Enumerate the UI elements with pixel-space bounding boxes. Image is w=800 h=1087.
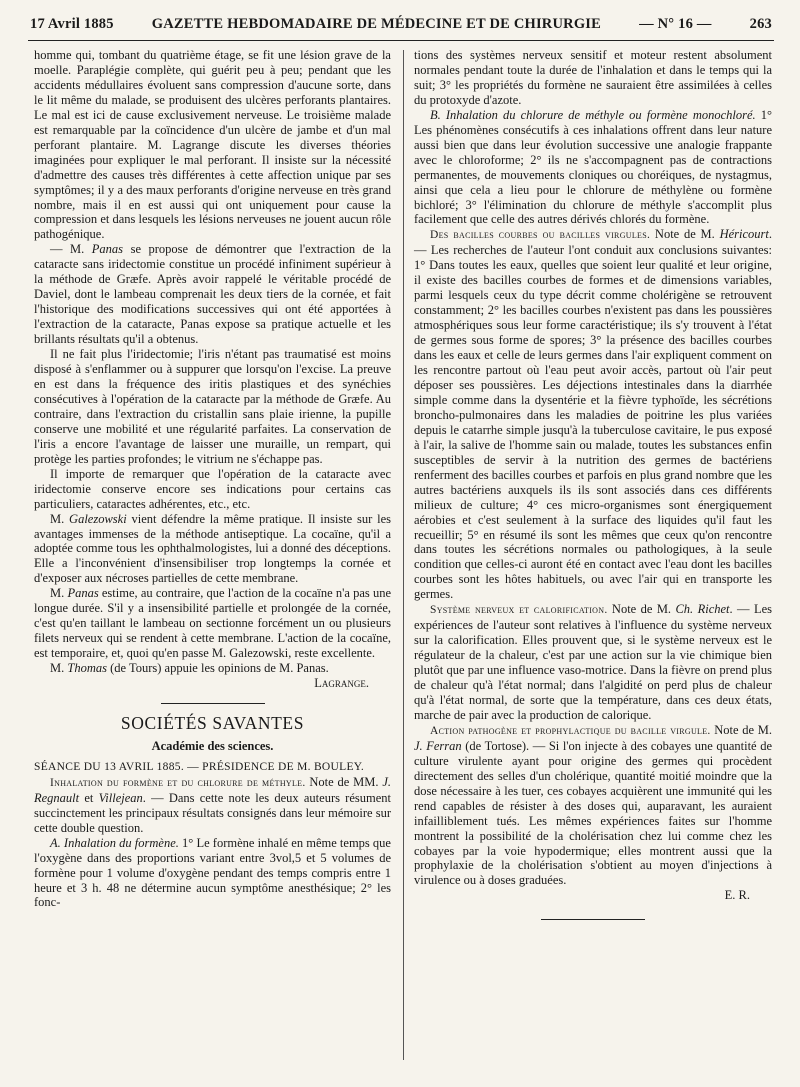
text: M. — [50, 511, 70, 526]
author-name: Panas — [91, 242, 124, 257]
text: (de Tortose). — Si l'on injecte à des cobayes une quantité de culture virulente ayant pour origine des germes qui procèdent directement des selles d'un cholérique, quantité moitié moindre que la dose nécessaire à les tuer, ces cobayes acquièrent une immunité qui les rend capables de résister à des doses qui, auparavant, les auraient infailliblement tués. Les mêmes expériences faites sur l'homme montrent la possibilité de la cholérisation chez lui comme chez les cobayes par la voie hypodermique; elles montrent aussi que la prophylaxie de la cholérisation s'obtient au moyen d'injections à virulence ou à doses graduées. — [414, 738, 772, 888]
column-divider — [403, 50, 404, 1060]
header-rule — [28, 40, 774, 41]
article-heading: Des bacilles courbes ou bacilles virgules. — [430, 229, 651, 242]
text: se propose de démontrer que l'extraction de la cataracte sans iridectomie constitue un procédé infiniment supérieur à la méthode de Græfe. Après avoir rappelé le véritable procédé de Daviel, dont le lambeau comprenait les deux tiers de la cornée, et fait l'historique des modifications successives qui ont été apportées à l'extraction de la cataracte, Panas expose sa pratique actuelle et les brillants résultats qu'il a obtenus. — [34, 242, 391, 347]
text: (de Tours) appuie les opinions de M. Panas. — [106, 661, 329, 676]
text: 1° Les phénomènes consécutifs à ces inhalations offrent dans leur nature aussi bien que dans leur évolution successive une analogie frappante avec le chloroforme; 2° ils ne s'accompagnent pas de contractions permanentes, de mouvements cloniques ou choréiques, de nystagmus, ainsi que cela a lieu pour le chlorure de méthylène ou formène bichloré; 3° l'élimination du chlorure de méthyle s'accomplit plus facilement que celle des autres dérivés chlorés du formène. — [414, 107, 773, 227]
seance-line: SÉANCE DU 13 AVRIL 1885. — PRÉSIDENCE DE M. BOULEY. — [34, 760, 365, 773]
text: et — [79, 790, 99, 805]
text: . — Les recherches de l'auteur l'ont conduit aux conclusions suivantes: 1° Dans toutes les eaux, quelles que soient leur qualité et leur origine, il existe des bacilles courbes de formes et de dimensions variables, parmi lesquels ceux du type décrit comme cholérigène se retrouvent constamment; 2° les bacilles courbes n'existent pas dans les poussières atmosphériques sous leur forme caractéristique; ils s'y trouvent à l'état de germes sous forme de spores; 3° la présence des bacilles courbes dans les eaux et celle de leurs germes dans l'air expliquent comment on les rencontre partout où l'eau peut avoir accès, partout où l'air peut déposer ses poussières. Les déjections intestinales dans la diarrhée simple comme dans la dysentérie et la fièvre typhoïde, les sécrétions broncho-pulmonaires dans les maladies de poitrine les plus variées depuis le catarrhe simple jusqu'à la tuberculose cavitaire, le pus exposé à l'air, la salive de l'homme sain ou malade, toutes les substances enfin susceptibles de servir à la nutrition des germes de bactériens renferment des bacilles courbes et parfois en plus grand nombre que les autres bactériens auxquels ils ils sont associés dans ces différents milieux de culture; 4° ces micro-organismes sont énergiquement aérobies et c'est seulement à la surface des liquides qu'il faut les recueillir; 5° en résumé ils sont les mêmes que ceux qu'on rencontre dans toutes les sécrétions normales ou pathologiques, à la seule condition que celles-ci auront été en contact avec l'eau dont les bacilles courbes sont les hôtes habituels, ou avec l'air qui en transporte les germes. — [414, 227, 772, 602]
running-head — [30, 16, 772, 38]
paragraph — [414, 723, 772, 888]
paragraph — [414, 227, 772, 602]
author-name: J. Regnault — [34, 774, 392, 805]
text: — M. — [50, 242, 92, 257]
sub-heading: B. Inhalation du chlorure de méthyle ou formène monochloré. — [430, 107, 756, 122]
paragraph — [34, 661, 391, 676]
header-journal-title: GAZETTE HEBDOMADAIRE DE MÉDECINE ET DE CHIRURGIE — [151, 16, 602, 32]
text: estime, au contraire, que l'action de la cocaïne n'a pas une longue durée. S'il y a insensibilité partielle et prolongée de la cornée, c'est qu'en taillant le lambeau on sectionne forcément un ou plusieurs filets nerveux qui se rendent à cette membrane. L'action de la cocaïne, est temporaire, et, quoi qu'en passe M. Galezowski, reste excellente. — [34, 586, 391, 661]
paragraph: Il ne fait plus l'iridectomie; l'iris n'étant pas traumatisé est moins disposé à s'enflammer ou à suppurer que lorsqu'on l'excise. La preuve en est dans la fréquence des iritis plastiques et des synéchies consécutives à l'opération de la cataracte par la méthode de Græfe. Au contraire, dans l'extraction du cristallin sans plaie irienne, la pupille conserve une mobilité et une régularité parfaites. La conservation de l'iris a encore l'avantage de laisser une muraille, un rempart, qui protège les parties profondes; le vitrium ne s'échappe pas. — [34, 347, 391, 466]
author-name: Héricourt — [719, 227, 769, 242]
text: Note de M. — [710, 722, 772, 737]
text: Note de MM. — [305, 774, 383, 789]
text: 1° Le formène inhalé en même temps que l'oxygène dans des proportions variant entre 3vol,5 et 5 volumes de formène pour 1 volume d'oxygène pendant des temps compris entre 1 heure et 3 h. 48 ne détermine aucun symptôme anesthésique; 2° les fonc- — [34, 835, 391, 910]
text: . — Dans cette note les deux auteurs résument succinctement les principaux résultats consignés dans leur mémoire sur cette double question. — [34, 790, 391, 835]
paragraph — [34, 242, 391, 347]
author-name: Panas — [67, 586, 99, 601]
text: . — Les expériences de l'auteur sont relatives à l'influence du système nerveux sur la calorification. Elles prouvent que, si le système nerveux est le régulateur de la chaleur, c'est par une action sur la vie chimique bien plutôt que par une influence vaso-motrice. Dans la fièvre on prend plus de chaleur qu'à l'état normal; dans l'algidité on perd plus de chaleur qu'à l'état normal, de sorte que la température, dans ces deux états, marche de pair avec la production de calorique. — [414, 602, 772, 722]
paragraph — [414, 108, 772, 228]
header-issue: — N° 16 — — [639, 16, 712, 32]
paragraph: Il importe de remarquer que l'opération de la cataracte avec iridectomie conserve encore ses indications pour certains cas particuliers, cataractes adhérentes, etc., etc. — [34, 466, 391, 511]
text: vient défendre la même pratique. Il insiste sur les avantages immenses de la méthode antiseptique. La cocaïne, qu'il a adoptée comme tous les ophthalmologistes, lui a donné des déceptions. Elle a l'inconvénient d'insensibiliser trop longtemps la cornée et d'exposer aux nécroses partielles de cette membrane. — [34, 511, 391, 586]
sub-heading: A. Inhalation du formène. — [50, 835, 179, 850]
header-date: 17 Avril 1885 — [30, 16, 114, 32]
left-column — [34, 48, 391, 910]
paragraph: tions des systèmes nerveux sensitif et moteur restent absolument normales pendant toute la durée de l'inhalation et dans le temps qui la suit; 3° les propriétés du formène ne sauraient être assimilées à celles du protoxyde d'azote. — [414, 48, 772, 107]
text: M. — [50, 661, 68, 676]
article-heading: Système nerveux et calorification. — [430, 604, 608, 617]
text: M. — [50, 586, 68, 601]
paragraph — [34, 586, 391, 661]
end-rule — [541, 919, 645, 920]
header-page-number: 263 — [749, 16, 772, 32]
paragraph — [414, 602, 772, 723]
section-title: SOCIÉTÉS SAVANTES — [120, 712, 305, 733]
text: Note de M. — [650, 227, 720, 242]
author-name: Villejean — [98, 790, 143, 805]
article-heading: Inhalation du formène et du chlorure de méthyle. — [50, 776, 306, 789]
author-name: Galezowski — [69, 511, 127, 526]
article-heading: Action pathogène et prophylactique du bacille virgule. — [430, 724, 711, 737]
author-name: Ch. Richet — [675, 602, 730, 617]
signature: Lagrange. — [314, 676, 369, 691]
paragraph — [34, 775, 391, 836]
paragraph — [34, 836, 391, 911]
paragraph: homme qui, tombant du quatrième étage, se fit une lésion grave de la moelle. Paraplégie complète, qui guérit peu à peu; pendant que les accidents médullaires évoluent sans compression d'aucune sorte, dans le lit même du malade, se produisent des ulcères perforants plantaires. Le mal est ici de cause exclusivement nerveuse. Le troisième malade est remarquable par la coïncidence d'un ulcère de jambe et d'un mal perforant plantaire. M. Lagrange discute les diverses théories imaginées pour expliquer le mal perforant. Il insiste sur la nécessité d'admettre des causes très différentes à cette affection unique par ses symptômes; il y a des maux perforants d'origine nerveuse en très grand nombre, mais il en est aussi qui ont uniquement pour cause la compression et dans lesquels les lésions nerveuses ne jouent aucun rôle pathogénique. — [34, 48, 391, 242]
paragraph — [34, 512, 391, 587]
section-rule — [161, 703, 265, 704]
right-column — [414, 48, 772, 920]
signature: E. R. — [724, 888, 750, 903]
author-name: J. Ferran — [414, 738, 462, 753]
author-name: Thomas — [67, 661, 107, 676]
sub-title: Académie des sciences. — [151, 738, 274, 753]
text: Note de M. — [607, 602, 676, 617]
